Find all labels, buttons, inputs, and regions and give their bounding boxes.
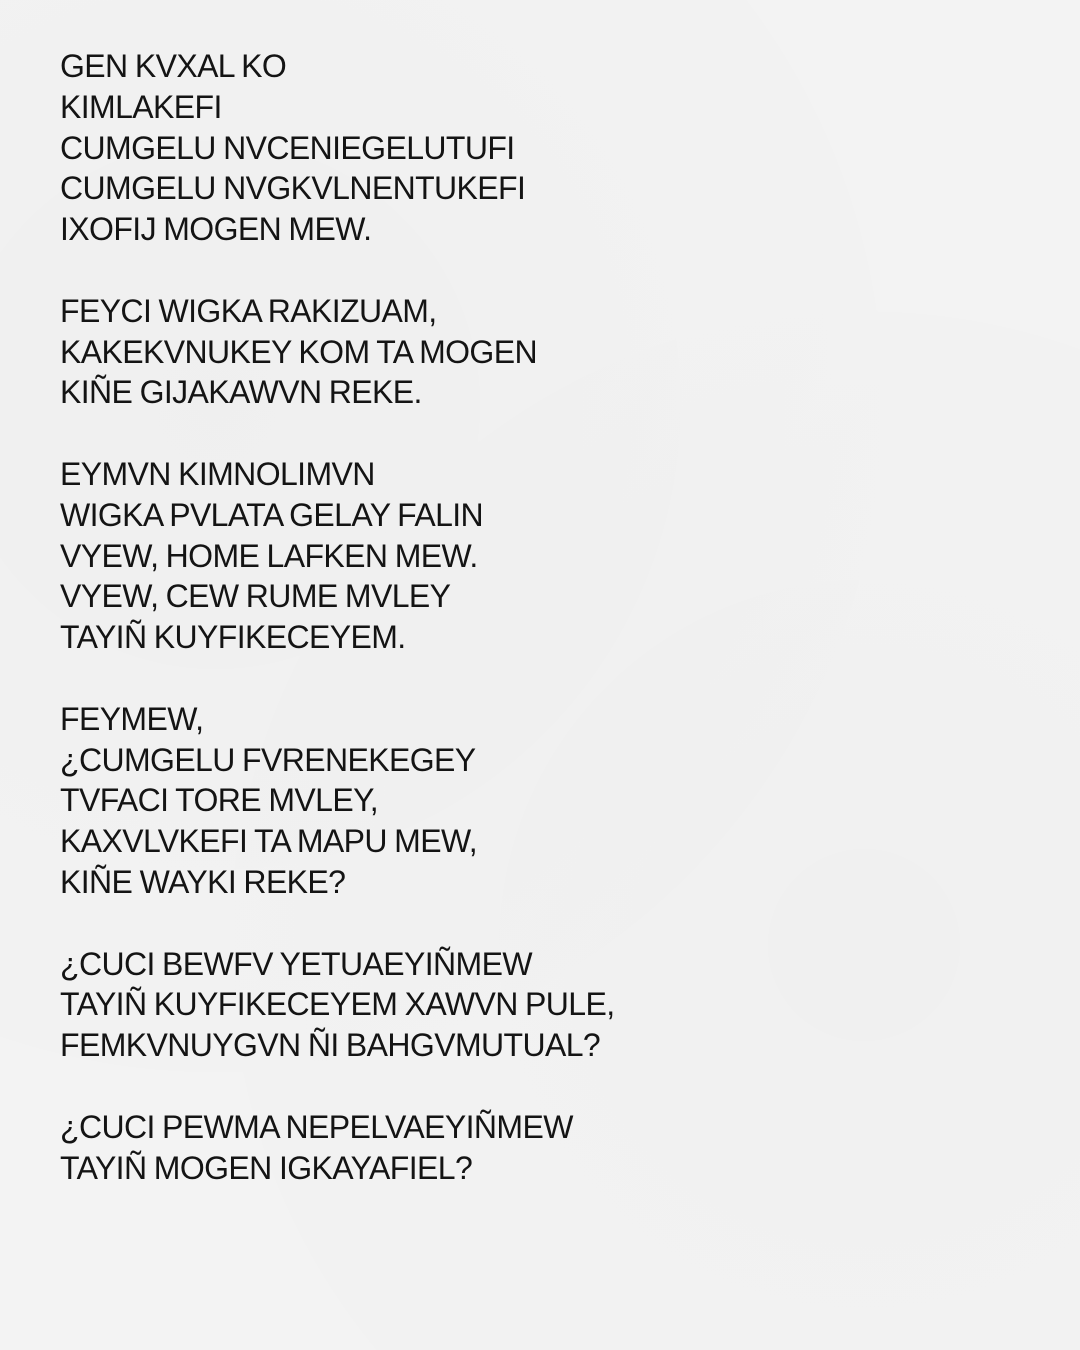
poem-line: CUMGELU NVCENIEGELUTUFI xyxy=(60,129,515,166)
poem-line: TAYIÑ KUYFIKECEYEM. xyxy=(60,619,406,656)
poem-line: KIMLAKEFI xyxy=(60,88,222,125)
poem-line: WIGKA PVLATA GELAY FALIN xyxy=(60,496,484,533)
stanza-6 xyxy=(60,1107,1020,1189)
poem-line: KIÑE GIJAKAWVN REKE. xyxy=(60,374,422,411)
poem-line: FEMKVNUYGVN ÑI BAHGVMUTUAL? xyxy=(60,1027,601,1064)
poem-line: FEYCI WIGKA RAKIZUAM, xyxy=(60,292,437,329)
poem-line: TAYIÑ KUYFIKECEYEM XAWVN PULE, xyxy=(60,986,615,1023)
poem-line: ¿CUCI BEWFV YETUAEYIÑMEW xyxy=(60,945,532,982)
poem-line: ¿CUMGELU FVRENEKEGEY xyxy=(60,741,476,778)
poem-line: TVFACI TORE MVLEY, xyxy=(60,782,378,819)
poem-line: FEYMEW, xyxy=(60,700,204,737)
poem-line: KAXVLVKEFI TA MAPU MEW, xyxy=(60,823,478,860)
poem-line: KIÑE WAYKI REKE? xyxy=(60,863,346,900)
poem-line: VYEW, CEW RUME MVLEY xyxy=(60,578,451,615)
stanza-1 xyxy=(60,46,1020,250)
poem-line: KAKEKVNUKEY KOM TA MOGEN xyxy=(60,333,537,370)
poem-line: GEN KVXAL KO xyxy=(60,48,287,84)
poem-line: EYMVN KIMNOLIMVN xyxy=(60,455,375,492)
poem-line: ¿CUCI PEWMA NEPELVAEYIÑMEW xyxy=(60,1108,573,1145)
stanza-2 xyxy=(60,291,1020,413)
poem-line: TAYIÑ MOGEN IGKAYAFIEL? xyxy=(60,1149,473,1186)
poem-text xyxy=(60,46,1020,1188)
poem-line: IXOFIJ MOGEN MEW. xyxy=(60,211,372,248)
poem-line: CUMGELU NVGKVLNENTUKEFI xyxy=(60,170,526,207)
poem-line: VYEW, HOME LAFKEN MEW. xyxy=(60,537,478,574)
stanza-5 xyxy=(60,944,1020,1066)
stanza-4 xyxy=(60,699,1020,903)
stanza-3 xyxy=(60,454,1020,658)
